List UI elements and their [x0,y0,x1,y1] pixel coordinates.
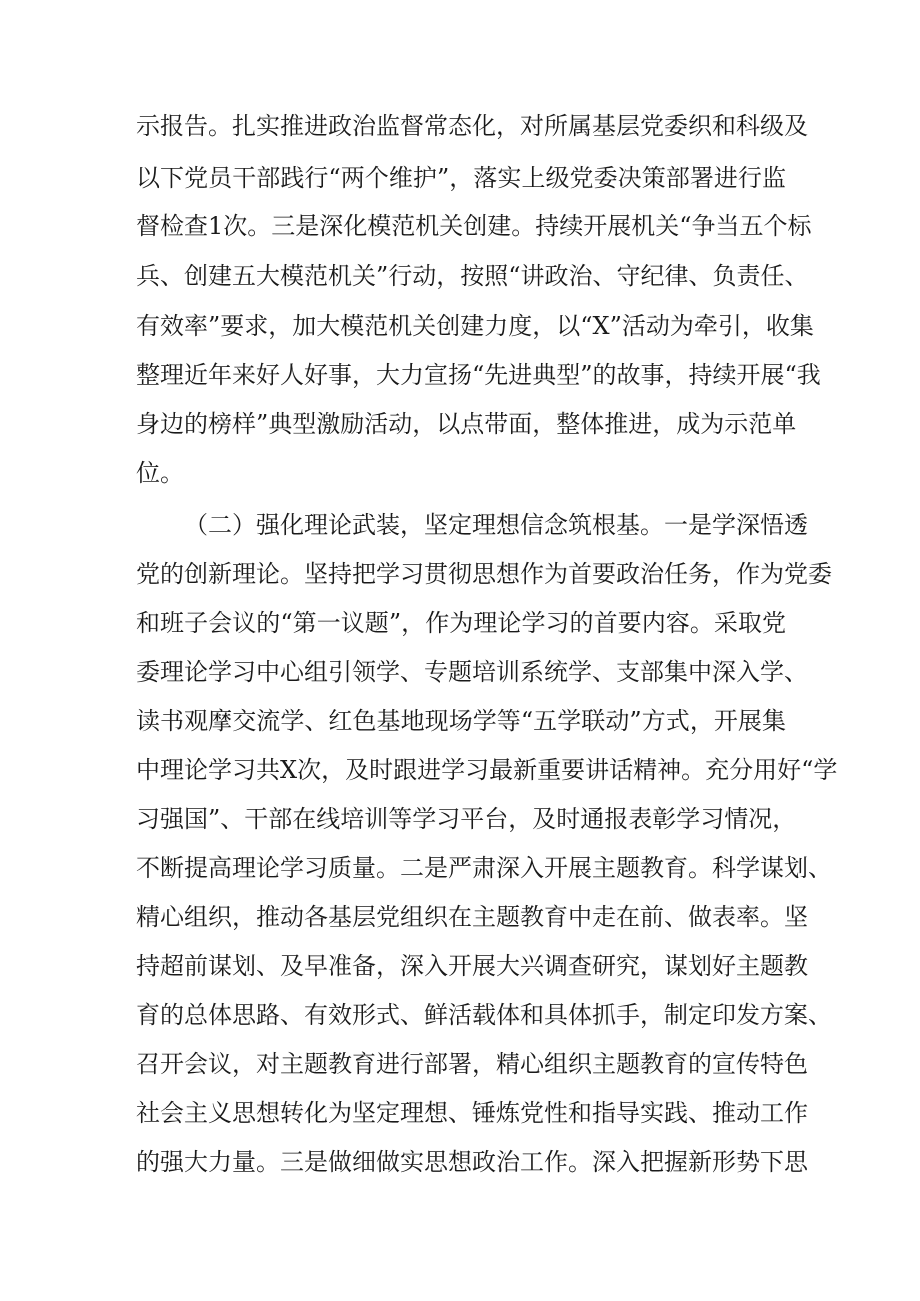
text-line: 中理论学习共X次，及时跟进学习最新重要讲话精神。充分用好“学 [136,756,838,784]
text-line: 委理论学习中心组引领学、专题培训系统学、支部集中深入学、 [136,658,808,686]
text-line: 和班子会议的“第一议题”，作为理论学习的首要内容。采取党 [136,609,786,637]
text-line: 以下党员干部践行“两个维护”，落实上级党委决策部署进行监 [136,164,786,192]
text-line: 身边的榜样”典型激励活动，以点带面，整体推进，成为示范单 [136,410,797,438]
text-line: 有效率”要求，加大模范机关创建力度，以“X”活动为牵引，收集 [136,312,814,340]
section-heading-line: （二）强化理论武装，坚定理想信念筑根基。一是学深悟透 [184,511,808,539]
text-line: 位。 [136,459,184,487]
text-line: 社会主义思想转化为坚定理想、锤炼党性和指导实践、推动工作 [136,1099,808,1127]
text-line: 召开会议，对主题教育进行部署，精心组织主题教育的宣传特色 [136,1050,808,1078]
text-line: 的强大力量。三是做细做实思想政治工作。深入把握新形势下思 [136,1148,808,1176]
text-line: 不断提高理论学习质量。二是严肃深入开展主题教育。科学谋划、 [136,854,832,882]
text-line: 持超前谋划、及早准备，深入开展大兴调查研究，谋划好主题教 [136,952,808,980]
text-line: 兵、创建五大模范机关”行动，按照“讲政治、守纪律、负责任、 [136,262,809,290]
text-line: 育的总体思路、有效形式、鲜活载体和具体抓手，制定印发方案、 [136,1001,832,1029]
text-line: 党的创新理论。坚持把学习贯彻思想作为首要政治任务，作为党委 [136,560,832,588]
text-line: 示报告。扎实推进政治监督常态化，对所属基层党委织和科级及 [136,112,808,140]
text-line: 督检查1次。三是深化模范机关创建。持续开展机关“争当五个标 [136,212,812,240]
text-line: 读书观摩交流学、红色基地现场学等“五学联动”方式，开展集 [136,707,786,735]
text-line: 精心组织，推动各基层党组织在主题教育中走在前、做表率。坚 [136,903,808,931]
text-line: 整理近年来好人好事，大力宣扬“先进典型”的故事，持续开展“我 [136,361,821,389]
text-line: 习强国”、干部在线培训等学习平台，及时通报表彰学习情况， [136,805,797,833]
